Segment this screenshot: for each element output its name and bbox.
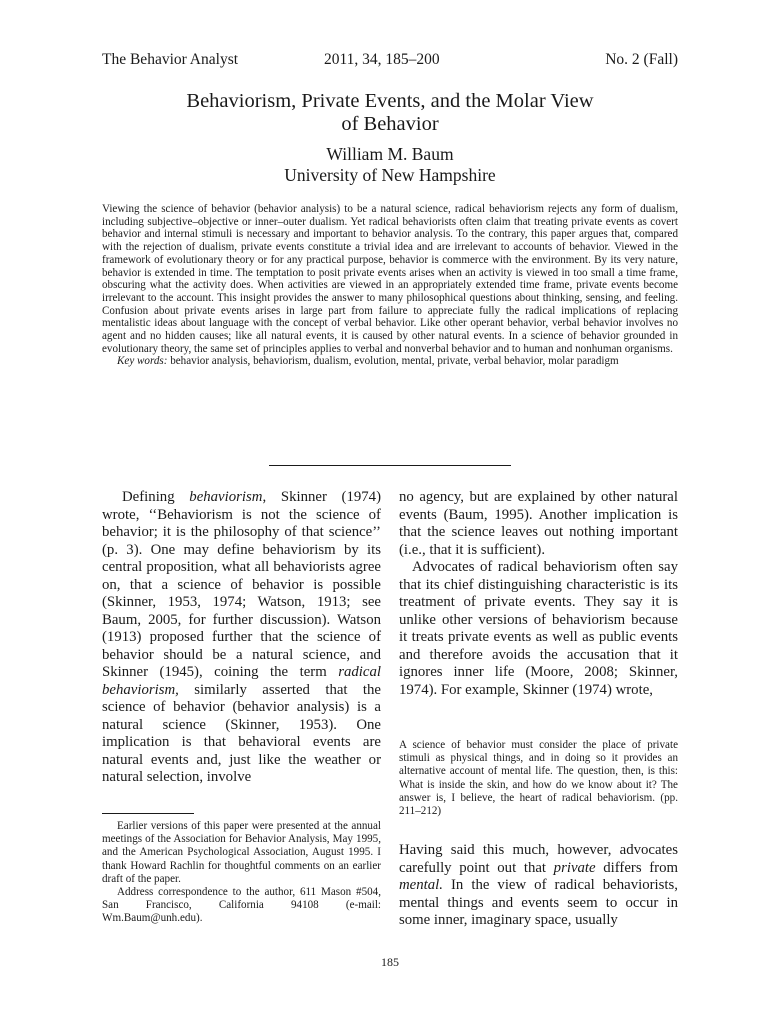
article-title — [102, 90, 678, 136]
keywords-list: behavior analysis, behaviorism, dualism, evolution, mental, private, verbal behavior, molar paradigm — [167, 355, 619, 368]
footnote-paragraph: Address correspondence to the author, 611 Mason #504, San Francisco, California 94108 (e-mail: Wm.Baum@unh.edu). — [102, 886, 381, 925]
author-affiliation: University of New Hampshire — [284, 165, 496, 185]
abstract — [102, 203, 678, 368]
body-paragraph: Advocates of radical behaviorism often say that its chief distinguishing characteristic is its treatment of private events. They say it is unlike other versions of behaviorism because it treats private events as well as public events and therefore avoids the accusation that it ignores inner life (Moore, 2008; Skinner, 1974). For example, Skinner (1974) wrote, — [399, 559, 678, 698]
keywords — [102, 355, 678, 368]
text-span: differs from — [595, 859, 678, 876]
body-right-column — [399, 489, 678, 699]
body-paragraph — [399, 842, 678, 930]
text-span: Defining — [122, 489, 190, 505]
footnote — [102, 820, 381, 926]
body-paragraph — [102, 489, 381, 787]
text-span: In the view of radical behaviorists, mental things and events seem to occur in some inner, imaginary space, usually — [399, 877, 678, 928]
text-span: similarly asserted that the science of behavior (behavior analysis) is a natural science (Skinner, 1953). One implication is that behavioral events are natural events and, just like the weather or natural selection, involve — [102, 681, 381, 785]
issue-info: No. 2 (Fall) — [605, 51, 678, 68]
keywords-label: Key words: — [117, 355, 168, 368]
author-block — [102, 144, 678, 186]
italic-term: radical behaviorism, — [102, 664, 381, 698]
footnote-paragraph: Earlier versions of this paper were presented at the annual meetings of the Association for Behavior Analysis, May 1995, and the American Psychological Association, August 1995. I thank Howard Rachlin for thoughtful comments on an earlier draft of the paper. — [102, 820, 381, 885]
text-span: , Skinner (1974) wrote, ‘‘Behaviorism is not the science of behavior; it is the philosophy of that science’’ (p. 3). One may define behaviorism by its central proposition, what all behaviorists agree on, that a science of behavior is possible (Skinner, 1953, 1974; Watson, 1913; see Baum, 2005, for further discussion). Watson (1913) proposed further that the science of behavior should be a natural science, and Skinner (1945), coining the term — [102, 489, 381, 680]
volume-info: 2011, 34, 185–200 — [324, 51, 440, 68]
footnote-rule — [102, 813, 194, 814]
page-number: 185 — [381, 955, 399, 969]
section-divider — [269, 465, 511, 466]
title-line-1: Behaviorism, Private Events, and the Molar View — [186, 90, 594, 112]
running-head — [102, 51, 678, 71]
body-paragraph: no agency, but are explained by other natural events (Baum, 1995). Another implication is that the science leaves out nothing important (i.e., that it is sufficient). — [399, 489, 678, 558]
abstract-text: Viewing the science of behavior (behavior analysis) to be a natural science, radical behaviorism rejects any form of dualism, including subjective–objective or inner–outer dualism. Yet radical behaviorists often claim that treating private events as covert behavior and internal stimuli is necessary and important to behavior analysis. To the contrary, this paper argues that, compared with the rejection of dualism, private events constitute a trivial idea and are irrelevant to accounts of behavior. Viewed in the framework of evolutionary theory or for any practical purpose, behavior is commerce with the environment. By its very nature, behavior is extended in time. The temptation to posit private events arises when an activity is viewed in too small a time frame, obscuring what the activity does. When activities are viewed in an appropriately extended time frame, private events become irrelevant to the account. This insight provides the answer to many philosophical questions about thinking, sensing, and feeling. Confusion about private events arises in large part from failure to appreciate fully the radical implications of replacing mentalistic ideas about language with the concept of verbal behavior. Like other operant behavior, verbal behavior involves no agent and no hidden causes; like all natural events, it is caused by other natural events. In a science of behavior grounded in evolutionary theory, the same set of principles applies to verbal and nonverbal behavior and to human and nonhuman organisms. — [102, 203, 678, 355]
italic-term: behaviorism — [189, 489, 263, 505]
text-span: Having said this much, however, advocates carefully point out that — [399, 842, 678, 876]
body-left-column — [102, 489, 381, 787]
author-name: William M. Baum — [326, 144, 454, 164]
quote-text: A science of behavior must consider the place of private stimuli as physical things, and in doing so it provides an alternative account of mental life. The question, then, is this: What is inside the skin, and how do we know about it? The answer is, I believe, the heart of radical behaviorism. (pp. 211–212) — [399, 739, 678, 818]
italic-term: private — [553, 859, 596, 876]
block-quote — [399, 739, 678, 818]
journal-name: The Behavior Analyst — [102, 51, 239, 68]
italic-term: mental. — [399, 877, 443, 893]
title-line-2: of Behavior — [341, 113, 439, 135]
body-right-column-continued — [399, 842, 678, 930]
